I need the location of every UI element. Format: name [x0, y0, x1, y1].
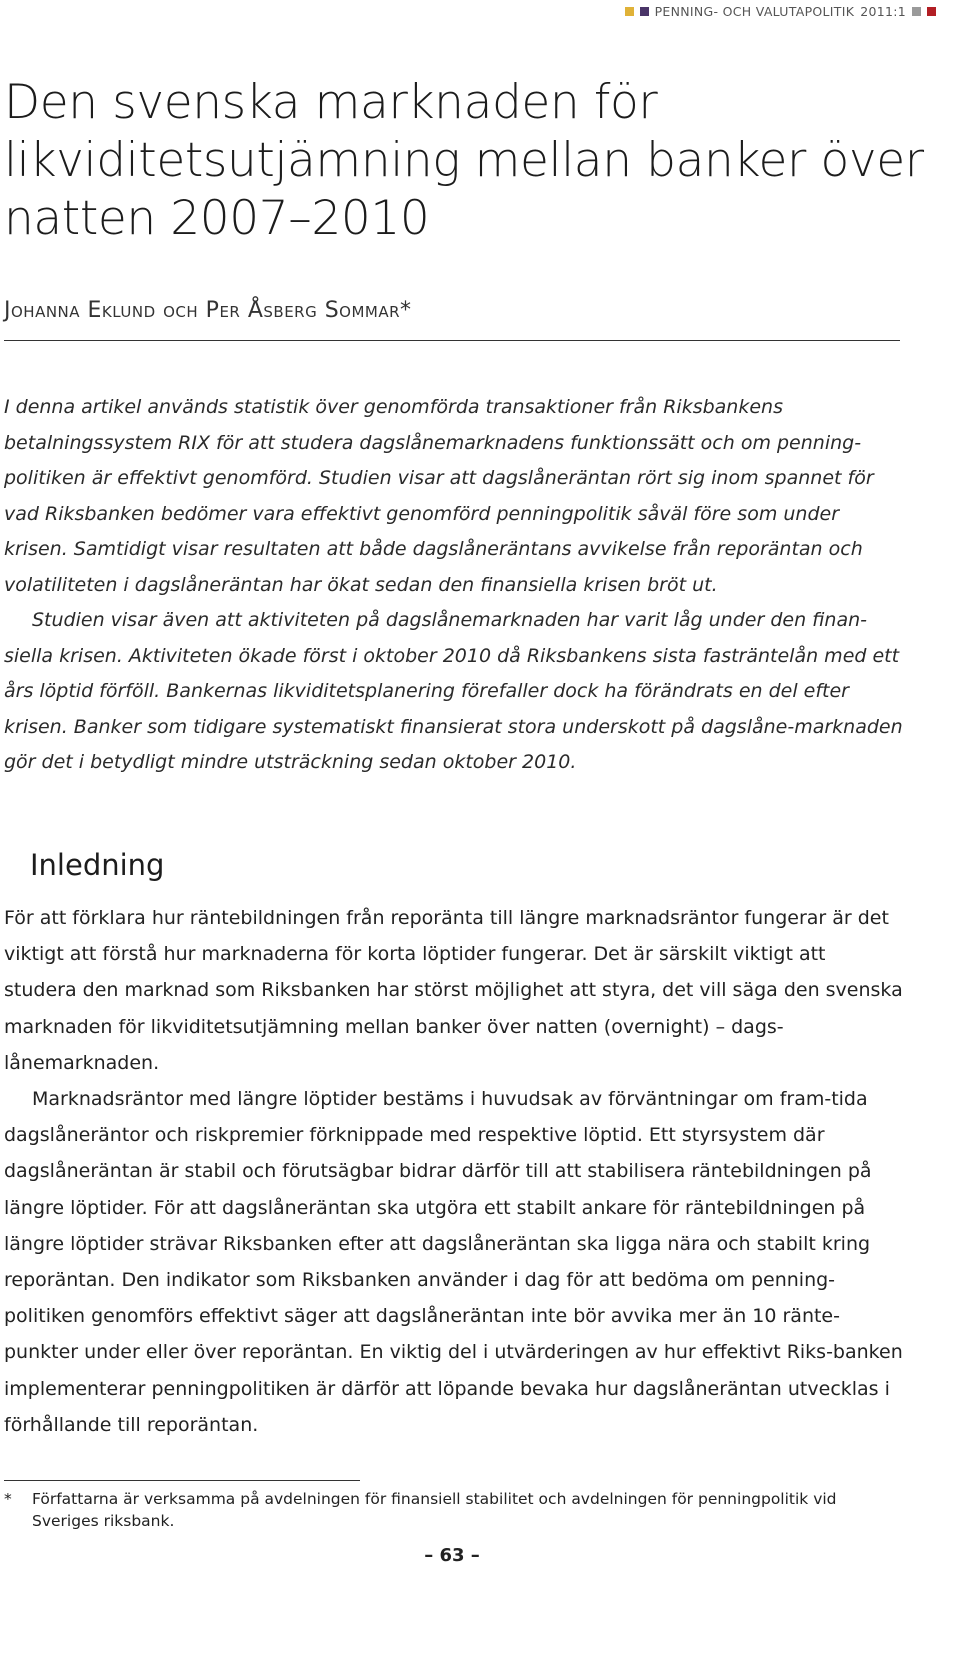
header-issue: 2011:1 [860, 4, 906, 19]
footnote [4, 1488, 904, 1532]
abstract-paragraph: I denna artikel används statistik över genomförda transaktioner från Riksbankens betalningssystem RIX för att studera dagslånemarknadens funktionssätt och om penning-politiken är effektivt genomförd. Studien visar att dagslåneräntan rört sig inom spannet för vad Riksbanken bedömer vara effektivt genomförd penningpolitik såväl före som under krisen. Samtidigt visar resultaten att både dagslåneräntans avvikelse från reporäntan och volatiliteten i dagslåneräntan har ökat sedan den finansiella krisen bröt ut. [4, 396, 874, 596]
footnote-divider [4, 1480, 360, 1481]
page-number: – 63 – [424, 1545, 480, 1566]
square-red-icon [927, 7, 936, 16]
abstract [4, 390, 904, 781]
body-paragraph: Marknadsräntor med längre löptider bestäms i huvudsak av förväntningar om fram-tida dagslåneräntor och riskpremier förknippade med respektive löptid. Ett styrsystem där dagslåneräntan är stabil och förutsägbar bidrar därför till att stabilisera räntebildningen på längre löptider. För att dagslåneräntan ska utgöra ett stabilt ankare för räntebildningen på längre löptider strävar Riksbanken efter att dagslåneräntan ska ligga nära och stabilt kring reporäntan. Den indikator som Riksbanken använder i dag för att bedöma om penning-politiken genomförs effektivt säger att dagslåneräntan inte bör avvika mer än 10 ränte-punkter under eller över reporäntan. En viktig del i utvärderingen av hur effektivt Riks-banken implementerar penningpolitiken är därför att löpande bevaka hur dagslåneräntan utvecklas i förhållande till reporäntan. [4, 1088, 903, 1436]
abstract-paragraph: Studien visar även att aktiviteten på dagslånemarknaden har varit låg under den finan-siella krisen. Aktiviteten ökade först i oktober 2010 då Riksbankens sista fasträntelån med ett års löptid förföll. Bankernas likviditetsplanering förefaller dock ha förändrats en del efter krisen. Banker som tidigare systematiskt finansierat stora underskott på dagslåne-marknaden gör det i betydligt mindre utsträckning sedan oktober 2010. [4, 609, 903, 773]
square-gray-icon [912, 7, 921, 16]
section-heading: Inledning [30, 848, 165, 882]
authors: Johanna Eklund och Per Åsberg Sommar* [4, 298, 412, 323]
square-yellow-icon [625, 7, 634, 16]
body-paragraph: För att förklara hur räntebildningen från reporänta till längre marknadsräntor fungerar är det viktigt att förstå hur marknaderna för korta löptider fungerar. Det är särskilt viktigt att studera den marknad som Riksbanken har störst möjlighet att styra, det vill säga den svenska marknaden för likviditetsutjämning mellan banker över natten (overnight) – dags-lånemarknaden. [4, 907, 903, 1074]
running-header [625, 4, 936, 19]
divider [4, 340, 900, 341]
footnote-text: Författarna är verksamma på avdelningen för finansiell stabilitet och avdelningen för penningpolitik vid Sveriges riksbank. [32, 1490, 837, 1530]
body-text [4, 900, 904, 1443]
footnote-mark: * [4, 1490, 12, 1508]
square-purple-icon [640, 7, 649, 16]
header-section: PENNING- OCH VALUTAPOLITIK [654, 4, 855, 19]
article-title: Den svenska marknaden för likviditetsutjämning mellan banker över natten 2007–2010 [4, 75, 924, 246]
